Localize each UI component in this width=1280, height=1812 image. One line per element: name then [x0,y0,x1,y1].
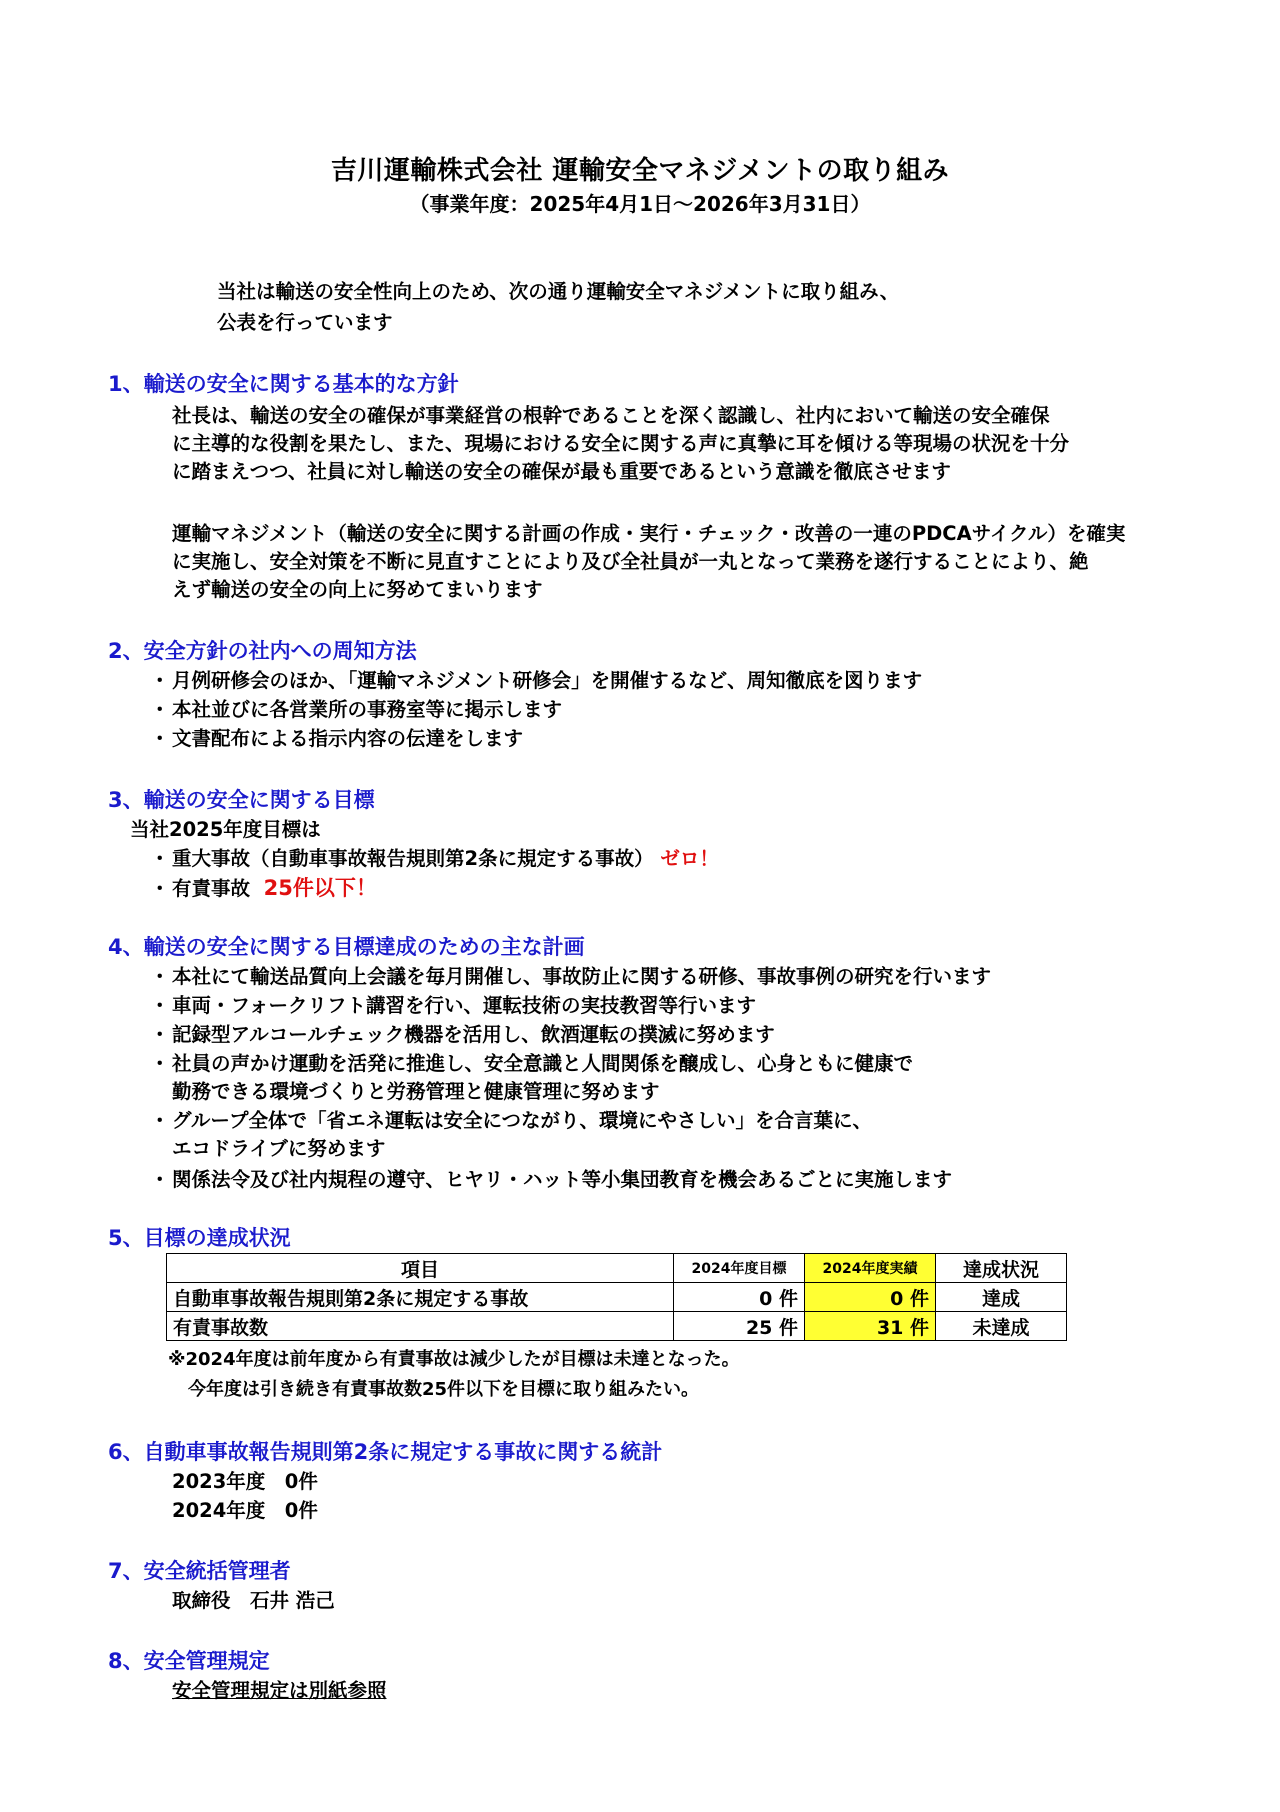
intro-line-1: 当社は輸送の安全性向上のため、次の通り運輸安全マネジメントに取り組み、 [217,280,900,303]
goal-zero: ゼロ！ [660,847,719,870]
goal-limit: 25件以下！ [263,876,377,900]
list-item: ・ 記録型アルコールチェック機器を活用し、飲酒運転の撲滅に努めます [150,1023,775,1046]
table-header-row [167,1254,1067,1283]
row-target: 25 件 [674,1312,805,1341]
section-3-heading: 3、輸送の安全に関する目標 [108,788,375,812]
policy-line: 運輸マネジメント（輸送の安全に関する計画の作成・実行・チェック・改善の一連のPDCAサイクル）を確実 [172,522,1126,545]
table-note-1: ※2024年度は前年度から有責事故は減少したが目標は未達となった。 [168,1349,740,1370]
section-8-heading: 8、安全管理規定 [108,1649,270,1673]
goal-lead: 当社2025年度目標は [130,818,321,841]
list-item: ・ 本社並びに各営業所の事務室等に掲示します [150,698,563,721]
col-status-header: 達成状況 [936,1254,1067,1283]
list-item: ・ 本社にて輸送品質向上会議を毎月開催し、事故防止に関する研修、事故事例の研究を行います [150,965,992,988]
policy-line: に実施し、安全対策を不断に見直すことにより及び全社員が一丸となって業務を遂行することにより、絶 [172,550,1089,573]
row-item: 自動車事故報告規則第2条に規定する事故 [167,1283,674,1312]
table-row [167,1283,1067,1312]
table-row [167,1312,1067,1341]
policy-line: えず輸送の安全の向上に努めてまいります [172,578,543,601]
list-item: ・ 文書配布による指示内容の伝達をします [150,727,524,750]
intro-line-2: 公表を行っています [217,311,393,334]
section-1-heading: 1、輸送の安全に関する基本的な方針 [108,372,459,396]
list-item: ・ 有責事故 25件以下！ [150,876,377,900]
achievement-table [166,1253,1067,1341]
row-target: 0 件 [674,1283,805,1312]
section-5-heading: 5、目標の達成状況 [108,1226,291,1250]
row-status: 達成 [936,1283,1067,1312]
policy-line: に主導的な役割を果たし、また、現場における安全に関する声に真摯に耳を傾ける等現場の状況を十分 [172,432,1070,455]
stat-line: 2024年度 0件 [172,1499,318,1522]
safety-rules-link[interactable]: 安全管理規定は別紙参照 [172,1679,387,1702]
section-2-heading: 2、安全方針の社内への周知方法 [108,639,417,663]
list-item-continuation: 勤務できる環境づくりと労務管理と健康管理に努めます [172,1080,660,1103]
row-status: 未達成 [936,1312,1067,1341]
row-actual: 31 件 [805,1312,936,1341]
table-note-2: 今年度は引き続き有責事故数25件以下を目標に取り組みたい。 [188,1379,700,1400]
row-actual: 0 件 [805,1283,936,1312]
list-item: ・ グループ全体で「省エネ運転は安全につながり、環境にやさしい」を合言葉に、 [150,1109,873,1132]
section-7-heading: 7、安全統括管理者 [108,1559,291,1583]
section-4-heading: 4、輸送の安全に関する目標達成のための主な計画 [108,935,585,959]
col-target-header: 2024年度目標 [674,1254,805,1283]
col-actual-header: 2024年度実績 [805,1254,936,1283]
list-item: ・ 重大事故（自動車事故報告規則第2条に規定する事故） ゼロ！ [150,847,719,870]
stat-line: 2023年度 0件 [172,1470,318,1493]
list-item: ・ 関係法令及び社内規程の遵守、ヒヤリ・ハット等小集団教育を機会あるごとに実施します [150,1168,953,1191]
page-title: 吉川運輸株式会社 運輸安全マネジメントの取り組み [330,156,950,186]
list-item: ・ 車両・フォークリフト講習を行い、運転技術の実技教習等行います [150,994,757,1017]
list-item-continuation: エコドライブに努めます [172,1137,386,1160]
policy-line: 社長は、輸送の安全の確保が事業経営の根幹であることを深く認識し、社内において輸送の安全確保 [172,404,1050,427]
list-item: ・ 社員の声かけ運動を活発に推進し、安全意識と人間関係を醸成し、心身ともに健康で [150,1052,914,1075]
policy-line: に踏まえつつ、社員に対し輸送の安全の確保が最も重要であるという意識を徹底させます [172,460,951,483]
section-6-heading: 6、自動車事故報告規則第2条に規定する事故に関する統計 [108,1440,663,1464]
col-item-header: 項目 [167,1254,674,1283]
fiscal-period: （事業年度：2025年4月1日～2026年3月31日） [409,192,871,216]
row-item: 有責事故数 [167,1312,674,1341]
safety-manager-name: 取締役 石井 浩己 [172,1589,335,1612]
list-item: ・ 月例研修会のほか、「運輸マネジメント研修会」を開催するなど、周知徹底を図ります [150,669,923,692]
